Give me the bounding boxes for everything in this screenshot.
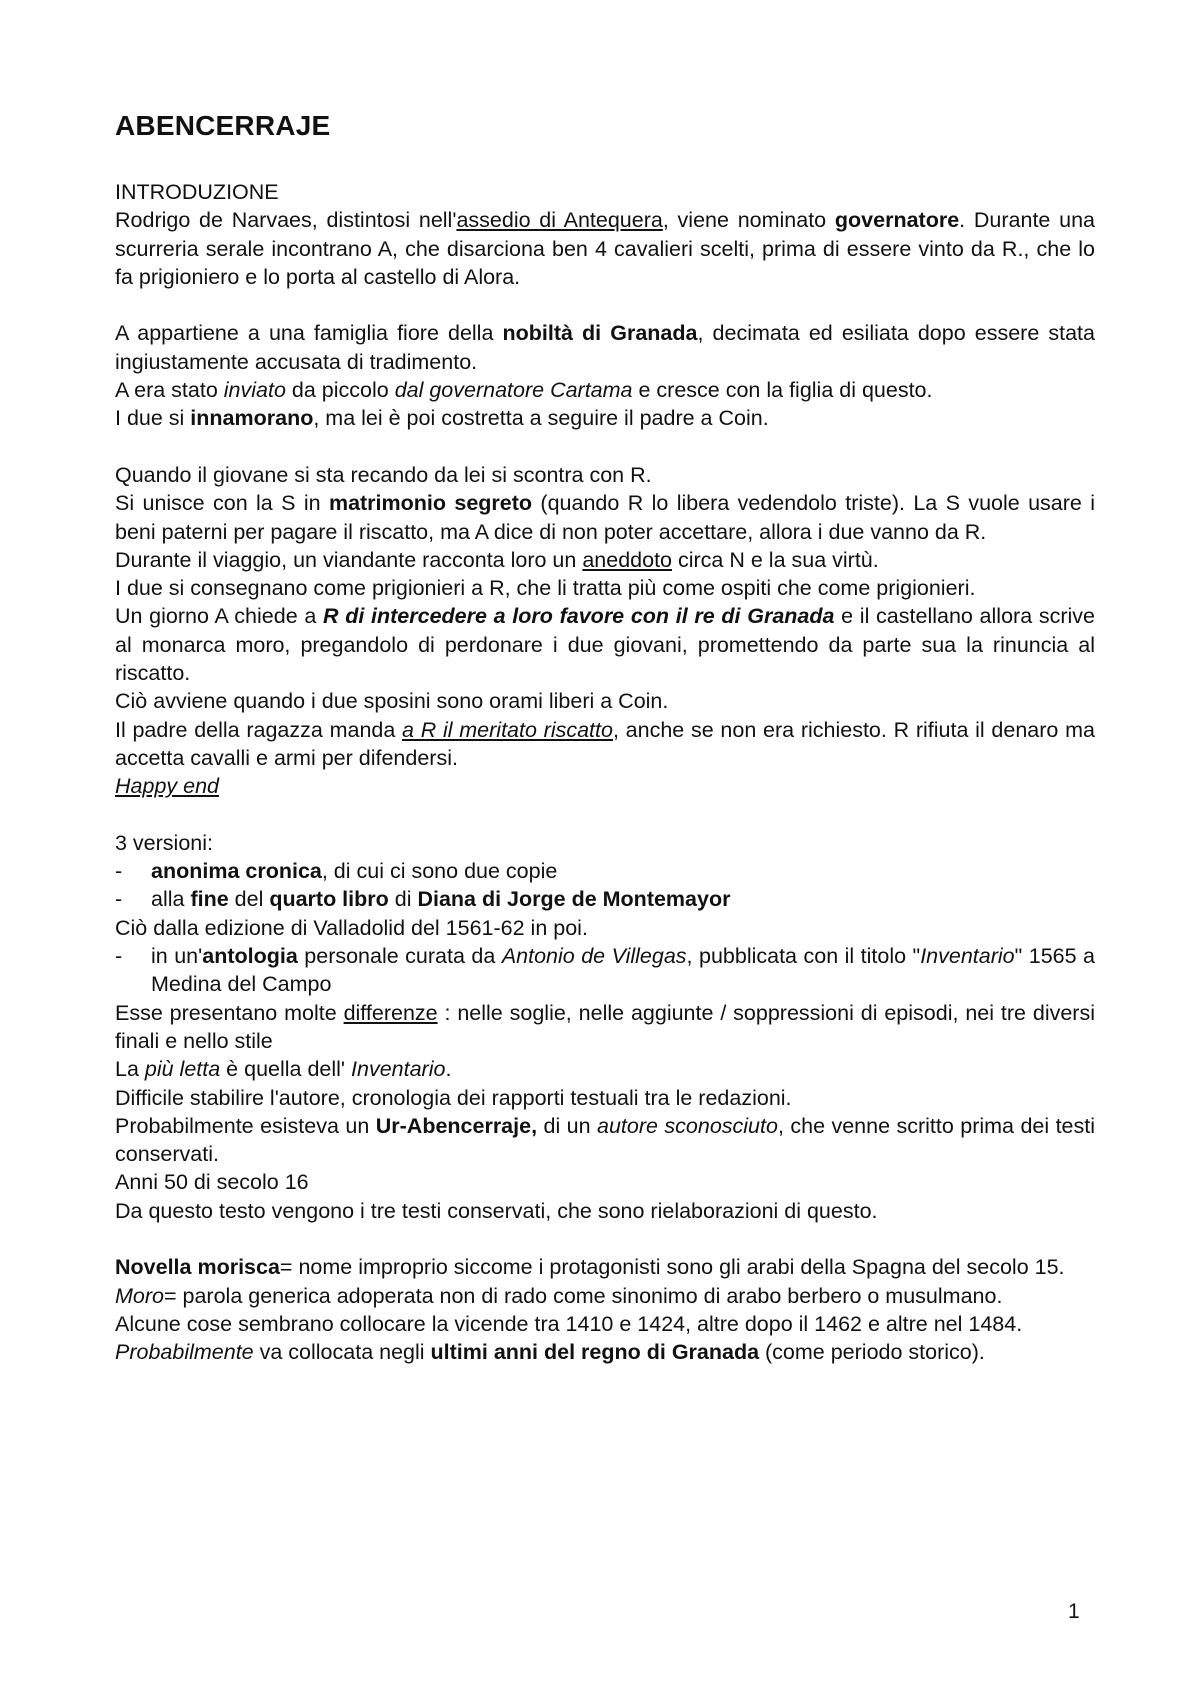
versions-note-1: Esse presentano molte differenze : nelle soglie, nelle aggiunte / soppressioni di episodi, nei tre diversi finali e nello stile	[115, 1000, 1095, 1053]
morisca-line-4: Probabilmente va collocata negli ultimi anni del regno di Granada (come periodo storico).	[115, 1340, 985, 1365]
version-2-note: Ciò dalla edizione di Valladolid del 1561-62 in poi.	[115, 915, 588, 940]
morisca-line-2: Moro= parola generica adoperata non di rado come sinonimo di arabo berbero o musulmano.	[115, 1283, 1003, 1308]
story-line-2: Si unisce con la S in matrimonio segreto (quando R lo libera vedendolo triste). La S vuole usare i beni paterni per pagare il riscatto, ma A dice di non poter accettare, allora i due vanno da R.	[115, 491, 1096, 544]
story-line-1: Quando il giovane si sta recando da lei si scontra con R.	[115, 462, 652, 487]
story-line-6: Ciò avviene quando i due sposini sono orami liberi a Coin.	[115, 689, 669, 714]
versions-heading: 3 versioni:	[115, 830, 213, 855]
intro-heading: INTRODUZIONE	[115, 180, 279, 204]
story-line-4: I due si consegnano come prigionieri a R, che li tratta più come ospiti che come prigionieri.	[115, 576, 976, 601]
versions-note-2: La più letta è quella dell' Inventario.	[115, 1057, 452, 1082]
story-line-3: Durante il viaggio, un viandante racconta loro un aneddoto circa N e la sua virtù.	[115, 547, 879, 572]
story-happy-end: Happy end	[115, 774, 219, 799]
versions-note-4: Probabilmente esisteva un Ur-Abencerraje, di un autore sconosciuto, che venne scritto prima dei testi conservati.	[115, 1113, 1095, 1167]
page-number: 1	[1068, 1600, 1080, 1623]
morisca-line-3: Alcune cose sembrano collocare la vicende tra 1410 e 1424, altre dopo il 1462 e altre nel 1484.	[115, 1311, 1023, 1336]
list-dash: -	[115, 887, 123, 912]
document-title: ABENCERRAJE	[115, 110, 331, 141]
version-item-2: - alla fine del quarto libro di Diana di Jorge de Montemayor	[115, 885, 1095, 913]
list-dash: -	[115, 944, 123, 969]
story-line-5: Un giorno A chiede a R di intercedere a loro favore con il re di Granada e il castellano allora scrive al monarca moro, pregandolo di perdonare i due giovani, promettendo da parte sua la rinuncia al riscatto.	[115, 604, 1095, 686]
document-page	[115, 110, 1095, 1366]
intro-paragraph-4: I due si innamorano, ma lei è poi costretta a seguire il padre a Coin.	[115, 406, 769, 431]
version-item-3: - in un'antologia personale curata da Antonio de Villegas, pubblicata con il titolo "Inventario" 1565 a Medina del Campo	[115, 942, 1095, 999]
intro-paragraph-2: A appartiene a una famiglia fiore della nobiltà di Granada, decimata ed esiliata dopo essere stata ingiustamente accusata di tradimento.	[115, 321, 1095, 374]
versions-note-3: Difficile stabilire l'autore, cronologia dei rapporti testuali tra le redazioni.	[115, 1085, 792, 1110]
morisca-line-1: Novella morisca= nome improprio siccome i protagonisti sono gli arabi della Spagna del secolo 15.	[115, 1255, 1065, 1280]
intro-paragraph-3: A era stato inviato da piccolo dal governatore Cartama e cresce con la figlia di questo.	[115, 378, 933, 403]
versions-note-5: Anni 50 di secolo 16	[115, 1170, 309, 1195]
list-dash: -	[115, 859, 123, 884]
version-item-1: - anonima cronica, di cui ci sono due copie	[115, 857, 1095, 885]
intro-paragraph-1: Rodrigo de Narvaes, distintosi nell'assedio di Antequera, viene nominato governatore. Durante una scurreria serale incontrano A, che disarciona ben 4 cavalieri scelti, prima di essere vinto da R., che lo fa prigioniero e lo porta al castello di Alora.	[115, 208, 1095, 289]
story-line-7: Il padre della ragazza manda a R il meritato riscatto, anche se non era richiesto. R rifiuta il denaro ma accetta cavalli e armi per difendersi.	[115, 717, 1095, 770]
versions-note-6: Da questo testo vengono i tre testi conservati, che sono rielaborazioni di questo.	[115, 1198, 878, 1223]
